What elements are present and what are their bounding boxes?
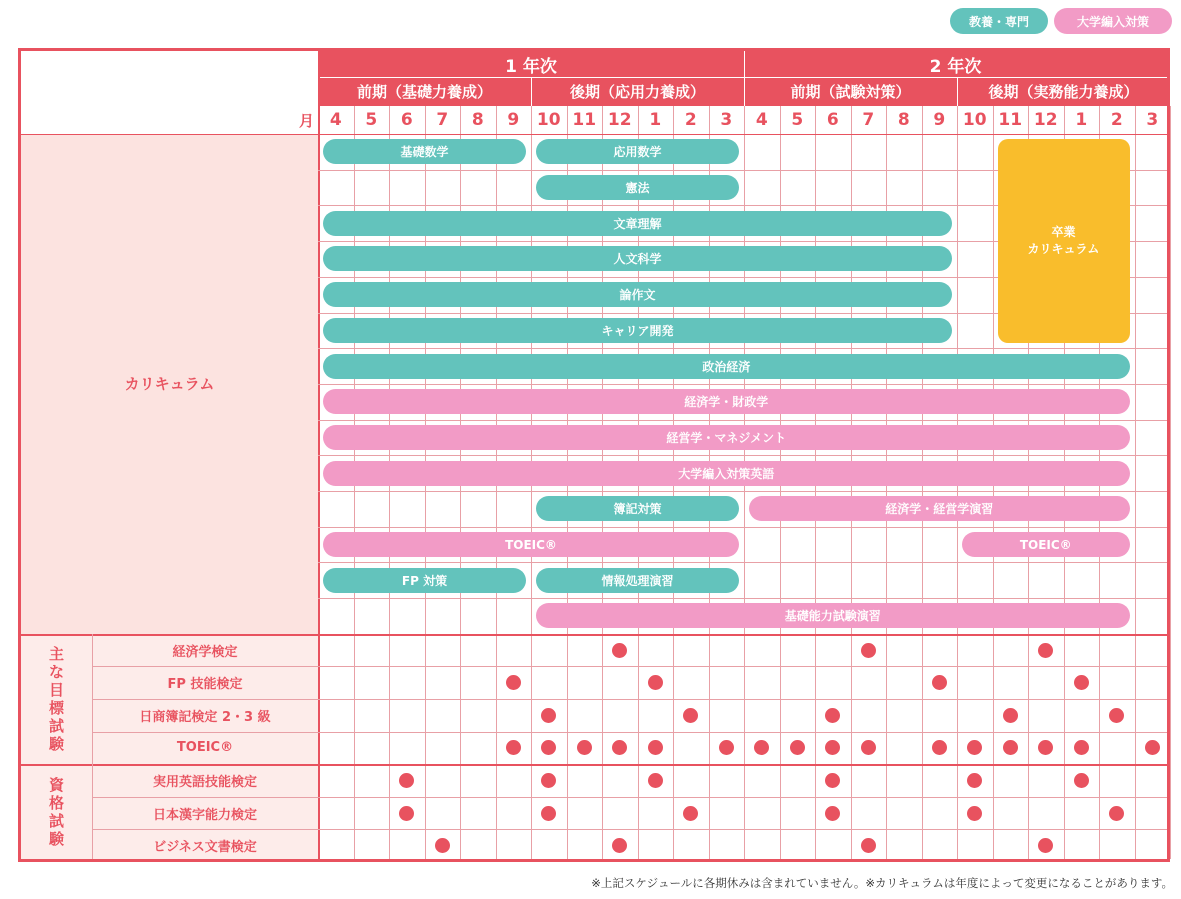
month-cell: 11 (572, 110, 597, 130)
exam-date-dot (967, 806, 982, 821)
exam-name: ビジネス文書検定 (153, 840, 257, 856)
curriculum-bar: 経営学・マネジメント (323, 425, 1130, 450)
month-cell: 3 (1146, 110, 1159, 130)
month-cell: 5 (791, 110, 804, 130)
curriculum-bar: 情報処理演習 (536, 568, 739, 593)
curriculum-bar: TOEIC® (323, 532, 739, 557)
month-label: 月 (298, 111, 314, 130)
exam-name: FP 技能検定 (167, 677, 243, 693)
exam-date-dot (541, 806, 556, 821)
exam-date-dot (506, 675, 521, 690)
exam-date-dot (1109, 806, 1124, 821)
curriculum-bar: 憲法 (536, 175, 739, 200)
month-cell: 3 (720, 110, 733, 130)
curriculum-bar: 人文科学 (323, 246, 952, 271)
grid-line (318, 527, 1167, 528)
grid-line (21, 134, 1167, 135)
month-cell: 7 (862, 110, 875, 130)
exam-date-dot (1109, 708, 1124, 723)
month-cell: 7 (436, 110, 449, 130)
grid-line (318, 455, 1167, 456)
exam-date-dot (932, 675, 947, 690)
grid-line (318, 562, 1167, 563)
curriculum-bar: 政治経済 (323, 354, 1130, 379)
curriculum-bar: FP 対策 (323, 568, 526, 593)
header-divider (531, 77, 532, 106)
exam-date-dot (1038, 643, 1053, 658)
main-exam-label: 主 な 目 標 試 験 (48, 644, 64, 753)
exam-date-dot (1074, 675, 1089, 690)
curriculum-bar: 基礎能力試験演習 (536, 603, 1130, 628)
year-2-header: 2 年次 (744, 51, 1167, 77)
legend-hennyu: 大学編入対策 (1054, 8, 1172, 34)
month-cell: 2 (684, 110, 697, 130)
curriculum-label: カリキュラム (21, 134, 318, 634)
exam-date-dot (648, 675, 663, 690)
exam-date-dot (683, 708, 698, 723)
period-header: 後期（応用力養成） (531, 77, 744, 106)
curriculum-bar: 簿記対策 (536, 496, 739, 521)
grid-line (318, 420, 1167, 421)
month-cell: 12 (1033, 110, 1058, 130)
grid-line (318, 384, 1167, 385)
exam-date-dot (825, 806, 840, 821)
grid-line (318, 491, 1167, 492)
exam-name: 実用英語技能検定 (152, 774, 257, 790)
month-cell: 6 (826, 110, 839, 130)
period-header: 前期（基礎力養成） (318, 77, 531, 106)
exam-name: 日本漢字能力検定 (152, 807, 257, 823)
month-cell: 10 (536, 110, 561, 130)
exam-date-dot (861, 643, 876, 658)
exam-date-dot (399, 806, 414, 821)
curriculum-bar: キャリア開発 (323, 318, 952, 343)
curriculum-bar: TOEIC® (962, 532, 1130, 557)
exam-date-dot (825, 708, 840, 723)
footnote: ※上記スケジュールに各期休みは含まれていません。※カリキュラムは年度によって変更になることがあります。 (591, 876, 1173, 890)
month-cell: 9 (507, 110, 520, 130)
month-cell: 2 (1110, 110, 1123, 130)
curriculum-bar: 論作文 (323, 282, 952, 307)
exam-date-dot (1074, 773, 1089, 788)
month-cell: 9 (933, 110, 946, 130)
period-header: 後期（実務能力養成） (957, 77, 1170, 106)
exam-date-dot (541, 708, 556, 723)
month-cell: 4 (755, 110, 768, 130)
graduate-curriculum-block: 卒業 カリキュラム (998, 139, 1130, 343)
exam-date-dot (1003, 708, 1018, 723)
month-cell: 12 (607, 110, 632, 130)
month-cell: 6 (400, 110, 413, 130)
month-cell: 8 (471, 110, 484, 130)
header-divider (744, 77, 745, 106)
period-header: 前期（試験対策） (744, 77, 957, 106)
header-divider (957, 77, 958, 106)
exam-date-dot (612, 643, 627, 658)
month-cell: 4 (329, 110, 342, 130)
curriculum-bar: 応用数学 (536, 139, 739, 164)
grid-line (1170, 106, 1171, 859)
month-cell: 1 (649, 110, 662, 130)
qual-exam-label: 資 格 試 験 (48, 775, 64, 848)
exam-date-dot (683, 806, 698, 821)
month-cell: 5 (365, 110, 378, 130)
grid-line (318, 348, 1167, 349)
month-cell: 11 (998, 110, 1023, 130)
header-divider (744, 51, 745, 77)
curriculum-bar: 文章理解 (323, 211, 952, 236)
curriculum-bar: 経済学・財政学 (323, 389, 1130, 414)
grid-line (1135, 106, 1136, 859)
header-divider (318, 77, 1167, 78)
curriculum-bar: 経済学・経営学演習 (749, 496, 1130, 521)
grid-line (318, 598, 1167, 599)
curriculum-bar: 基礎数学 (323, 139, 526, 164)
legend-kyoyo: 教養・専門 (950, 8, 1048, 34)
month-cell: 10 (962, 110, 987, 130)
month-cell: 1 (1075, 110, 1088, 130)
exam-date-dot (648, 773, 663, 788)
exam-name: 経済学検定 (172, 644, 238, 660)
exam-date-dot (435, 838, 450, 853)
year-1-header: 1 年次 (318, 51, 744, 77)
month-cell: 8 (897, 110, 910, 130)
exam-name: TOEIC® (176, 740, 234, 756)
curriculum-bar: 大学編入対策英語 (323, 461, 1130, 486)
exam-date-dot (861, 838, 876, 853)
exam-name: 日商簿記検定 2・3 級 (139, 709, 271, 725)
